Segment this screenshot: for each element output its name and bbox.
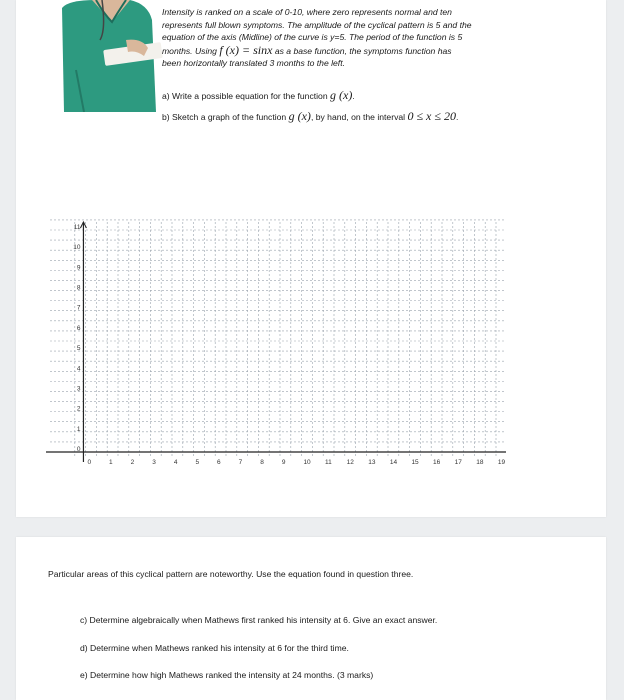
- x-tick-label: 3: [152, 459, 156, 466]
- x-tick-label: 6: [217, 459, 221, 466]
- passage-text: months. Using: [162, 45, 217, 56]
- question-b-end: .: [455, 112, 459, 122]
- x-tick-label: 12: [346, 459, 354, 466]
- x-tick-label: 7: [238, 459, 243, 466]
- x-tick-label: 13: [368, 459, 376, 466]
- passage-text: as a base function, the symptoms function has: [274, 45, 452, 56]
- graph-grid: [38, 216, 510, 476]
- passage-line: represents full blown symptoms. The amplitude of the cyclical pattern is 5 and the: [162, 19, 472, 30]
- question-b-text: b) Sketch a graph of the function: [162, 112, 287, 122]
- function-g: g (x): [288, 109, 311, 123]
- passage-line: Intensity is ranked on a scale of 0-10, where zero represents normal and ten: [162, 7, 452, 17]
- question-e: e) Determine how high Mathews ranked the intensity at 24 months. (3 marks): [80, 670, 374, 680]
- question-c: c) Determine algebraically when Mathews first ranked his intensity at 6. Give an exact answer.: [80, 615, 438, 625]
- question-a-text: a) Write a possible equation for the function: [162, 91, 328, 101]
- x-tick-label: 0: [87, 459, 92, 466]
- y-tick-label: 10: [73, 244, 81, 252]
- y-tick-label: 0: [76, 446, 81, 453]
- interval: 0 ≤ x ≤ 20: [407, 109, 456, 123]
- x-tick-label: 19: [497, 459, 506, 466]
- y-tick-label: 9: [76, 264, 81, 272]
- y-tick-label: 1: [76, 425, 81, 433]
- passage-line: been horizontally translated 3 months to the left.: [162, 58, 345, 69]
- x-tick-label: 11: [325, 459, 332, 466]
- x-tick-label: 17: [454, 459, 462, 466]
- y-tick-label: 7: [76, 304, 81, 312]
- x-tick-label: 16: [433, 459, 441, 466]
- x-tick-label: 9: [281, 459, 286, 466]
- nurse-photo: [56, 0, 166, 112]
- y-tick-label: 2: [76, 405, 81, 413]
- passage-line: equation of the axis (Midline) of the curve is y=5. The period of the function is 5: [162, 32, 463, 43]
- y-tick-label: 3: [76, 385, 81, 393]
- question-a: [162, 88, 582, 103]
- intro-text: Particular areas of this cyclical pattern are noteworthy. Use the equation found in question three.: [48, 569, 414, 579]
- x-tick-label: 8: [260, 459, 264, 466]
- y-tick-label: 11: [73, 224, 81, 231]
- y-tick-label: 4: [76, 365, 81, 373]
- x-tick-label: 2: [130, 459, 135, 466]
- question-a-end: .: [352, 91, 355, 101]
- question-card: [16, 0, 606, 517]
- question-b: [162, 109, 582, 124]
- y-tick-label: 8: [76, 284, 81, 292]
- y-tick-label: 5: [76, 345, 81, 353]
- followup-card: [16, 537, 606, 700]
- x-tick-label: 10: [303, 459, 311, 466]
- x-tick-label: 4: [173, 459, 178, 466]
- passage-line: [162, 44, 562, 58]
- base-function: f (x) = sinx: [219, 42, 273, 57]
- x-tick-label: 14: [389, 459, 398, 466]
- x-tick-label: 1: [109, 459, 113, 466]
- function-g: g (x): [330, 88, 353, 102]
- x-tick-label: 18: [476, 459, 484, 466]
- x-tick-label: 15: [411, 459, 419, 466]
- problem-passage: [162, 6, 562, 70]
- question-d: d) Determine when Mathews ranked his intensity at 6 for the third time.: [80, 643, 349, 653]
- x-tick-label: 5: [195, 459, 200, 466]
- question-b-mid: , by hand, on the interval: [310, 112, 406, 122]
- y-tick-label: 6: [76, 324, 81, 332]
